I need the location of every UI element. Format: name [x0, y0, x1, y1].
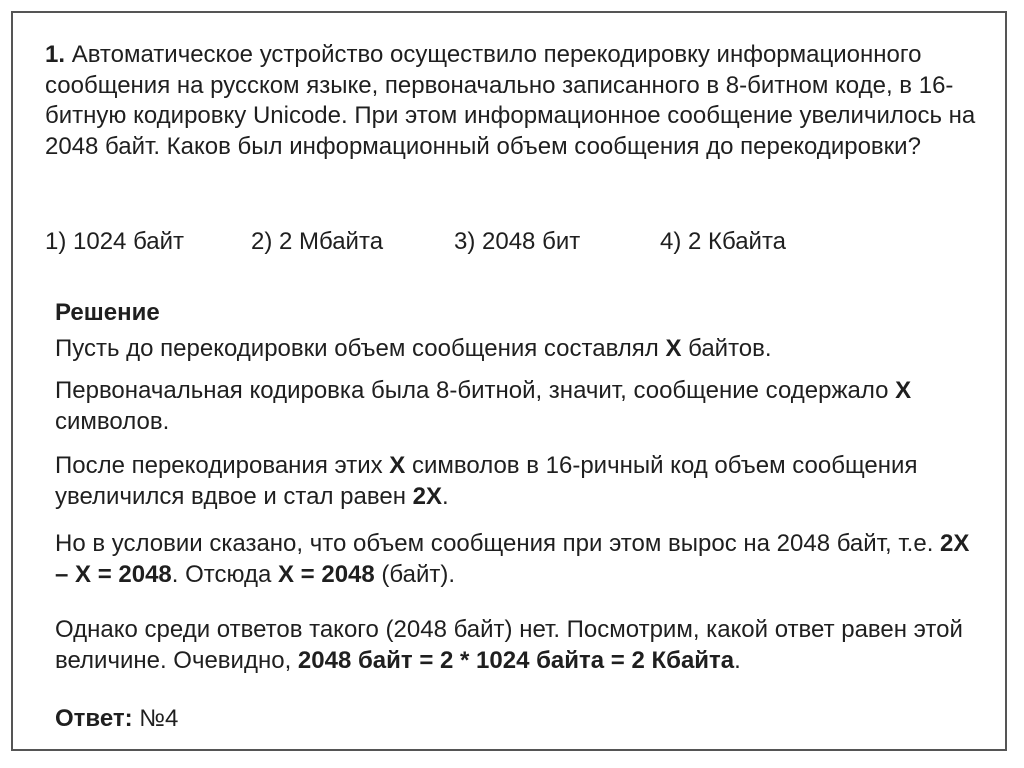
text: символов. [55, 408, 170, 435]
bold-text: 2048 байт = 2 * 1024 байта = 2 Кбайта [297, 647, 735, 674]
text: Первоначальная кодировка была 8-битной, значит, сообщение содержало [55, 377, 896, 404]
solution-title: Решение [55, 299, 160, 326]
bold-text: 2X [412, 483, 442, 510]
text: . Отсюда [171, 561, 278, 588]
answer-value: №4 [132, 705, 179, 732]
answer-option-2: 2) 2 Мбайта [251, 228, 384, 255]
text: Пусть до перекодировки объем сообщения составлял [55, 335, 666, 362]
slide [11, 11, 1007, 751]
text: После перекодирования этих [55, 452, 390, 479]
question-text [45, 40, 995, 162]
final-answer [55, 704, 178, 734]
text: (байт). [374, 561, 455, 588]
question-body: Автоматическое устройство осуществило перекодировку информационного сообщения на русском языке, первоначально записанного в 8-битном коде, в 16-битную кодировку Unicode. При этом информационное сообщение увеличилось на 2048 байт. Каков был информационный объем сообщения до перекодировки? [45, 41, 976, 160]
solution-paragraph-1 [55, 333, 985, 364]
solution-paragraph-5 [55, 614, 985, 676]
solution-paragraph-4 [55, 528, 985, 590]
text: Но в условии сказано, что объем сообщения при этом вырос на 2048 байт, т.е. [55, 530, 941, 557]
text: Однако среди ответов такого (2048 байт) нет. Посмотрим, какой ответ равен этой величине. Очевидно, [55, 616, 963, 674]
bold-text: X [665, 335, 682, 362]
text: . [441, 483, 449, 510]
bold-text: X [389, 452, 406, 479]
answer-option-4: 4) 2 Кбайта [660, 228, 787, 255]
answer-option-1: 1) 1024 байт [45, 228, 185, 255]
text: . [734, 647, 741, 674]
bold-text: X = 2048 [277, 561, 375, 588]
text: символов в 16-ричный код объем сообщения увеличился вдвое и стал равен [55, 452, 918, 510]
solution-paragraph-3 [55, 450, 985, 512]
bold-text: X [895, 377, 912, 404]
bold-text: 2X – X = 2048 [55, 530, 970, 588]
answer-label: Ответ: [55, 705, 133, 732]
text: байтов. [681, 335, 772, 362]
solution-paragraph-2 [55, 375, 985, 437]
answer-option-3: 3) 2048 бит [454, 228, 581, 255]
question-number: 1. [45, 41, 66, 68]
